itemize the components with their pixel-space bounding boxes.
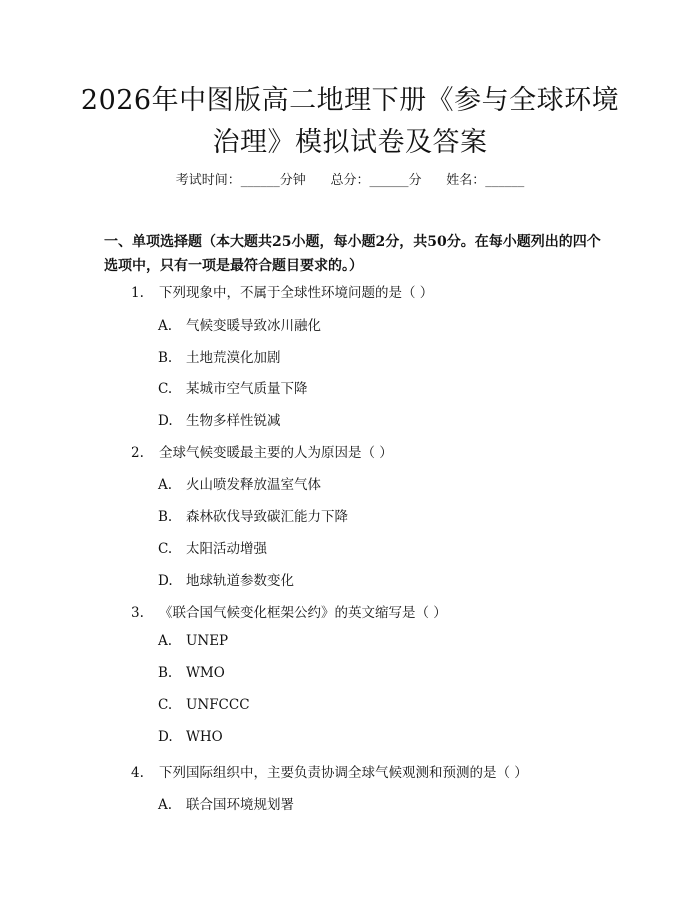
option-text: UNFCCC [186, 697, 250, 713]
question-text: 《联合国气候变化框架公约》的英文缩写是（ ） [159, 605, 447, 621]
option-letter: A. [158, 318, 173, 334]
option-3d [158, 729, 223, 745]
option-1d [158, 409, 281, 429]
option-letter: A. [158, 797, 173, 813]
option-letter: D. [158, 729, 173, 745]
option-2c [158, 537, 267, 557]
question-number: 1. [131, 285, 144, 301]
option-text: 某城市空气质量下降 [186, 381, 308, 397]
question-number: 2. [131, 445, 144, 461]
title-line-2: 治理》模拟试卷及答案 [212, 127, 488, 158]
option-letter: A. [158, 477, 173, 493]
option-text: 火山喷发释放温室气体 [186, 477, 321, 493]
option-2a [158, 473, 321, 493]
option-letter: D. [158, 413, 173, 429]
question-number: 4. [131, 765, 144, 781]
question-2 [131, 441, 393, 461]
option-letter: C. [158, 381, 173, 397]
option-3b [158, 665, 225, 681]
option-text: WMO [186, 665, 225, 681]
option-1a [158, 314, 321, 334]
option-text: 森林砍伐导致碳汇能力下降 [186, 509, 348, 525]
option-2b [158, 505, 348, 525]
option-letter: C. [158, 697, 173, 713]
option-3a [158, 633, 228, 649]
question-4 [131, 761, 528, 781]
option-text: 生物多样性锐减 [186, 413, 281, 429]
option-letter: B. [158, 665, 173, 681]
exam-info-line: 考试时间：______分钟 总分：______分 姓名：______ [175, 173, 525, 188]
option-3c [158, 697, 250, 713]
option-text: 联合国环境规划署 [186, 797, 294, 813]
option-4a [158, 793, 294, 813]
section-heading: 一、单项选择题（本大题共25小题，每小题2分，共50分。在每小题列出的四个选项中，只有一项是最符合题目要求的。） [104, 234, 601, 274]
option-1b [158, 346, 281, 366]
question-1 [131, 281, 433, 301]
option-2d [158, 569, 294, 589]
option-letter: D. [158, 573, 173, 589]
option-text: 太阳活动增强 [186, 541, 267, 557]
option-text: 地球轨道参数变化 [186, 573, 294, 589]
title-line-1: 2026年中图版高二地理下册《参与全球环境 [80, 85, 620, 116]
option-text: UNEP [186, 633, 229, 649]
question-3 [131, 601, 447, 621]
question-number: 3. [131, 605, 144, 621]
option-text: 土地荒漠化加剧 [186, 350, 281, 366]
option-letter: B. [158, 350, 173, 366]
option-letter: C. [158, 541, 173, 557]
question-text: 下列国际组织中，主要负责协调全球气候观测和预测的是（ ） [159, 765, 528, 781]
option-text: WHO [186, 729, 223, 745]
option-letter: A. [158, 633, 173, 649]
option-1c [158, 377, 308, 397]
option-text: 气候变暖导致冰川融化 [186, 318, 321, 334]
question-text: 下列现象中，不属于全球性环境问题的是（ ） [159, 285, 434, 301]
question-text: 全球气候变暖最主要的人为原因是（ ） [159, 445, 393, 461]
option-letter: B. [158, 509, 173, 525]
document-title [60, 80, 640, 164]
